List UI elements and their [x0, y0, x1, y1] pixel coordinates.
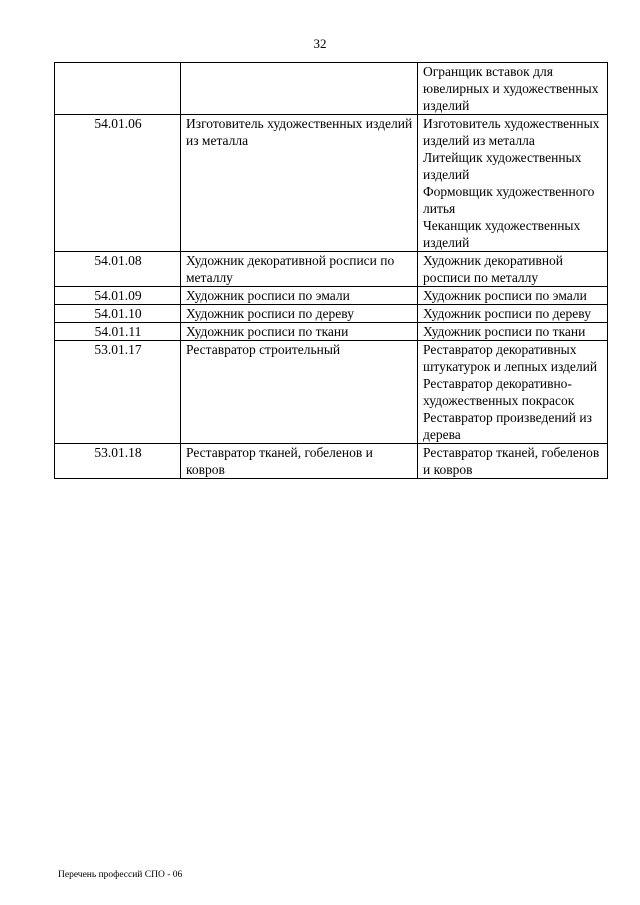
profession-code-cell: 53.01.17 [55, 341, 181, 444]
qualification-item: Литейщик художественных изделий [423, 150, 582, 182]
table-row [55, 252, 608, 287]
page-footer: Перечень профессий СПО - 06 [58, 870, 183, 880]
qualifications-cell [418, 341, 608, 444]
qualifications-cell [418, 252, 608, 287]
profession-code-cell: 54.01.10 [55, 305, 181, 323]
profession-name-cell [181, 63, 418, 115]
professions-table [54, 62, 608, 479]
page-number: 32 [313, 36, 327, 51]
profession-name-cell: Художник росписи по эмали [181, 287, 418, 305]
table-row [55, 323, 608, 341]
qualification-item: Реставратор тканей, гобеленов и ковров [423, 445, 600, 477]
profession-code-cell: 54.01.11 [55, 323, 181, 341]
qualification-item: Огранщик вставок для ювелирных и художественных изделий [423, 64, 599, 113]
table-row [55, 305, 608, 323]
table-row [55, 287, 608, 305]
qualification-item: Формовщик художественного литья [423, 184, 595, 216]
qualifications-cell [418, 444, 608, 479]
profession-name-cell: Реставратор строительный [181, 341, 418, 444]
qualifications-cell [418, 323, 608, 341]
table-row [55, 444, 608, 479]
qualification-item: Реставратор произведений из дерева [423, 410, 592, 442]
qualifications-cell [418, 305, 608, 323]
qualifications-cell [418, 63, 608, 115]
qualification-item: Реставратор декоративных штукатурок и лепных изделий [423, 342, 598, 374]
profession-name-cell: Художник росписи по дереву [181, 305, 418, 323]
qualification-item: Изготовитель художественных изделий из металла [423, 116, 600, 148]
table-row [55, 63, 608, 115]
profession-name-cell: Изготовитель художественных изделий из металла [181, 115, 418, 252]
profession-code-cell [55, 63, 181, 115]
qualification-item: Художник росписи по ткани [423, 324, 586, 339]
profession-code-cell: 53.01.18 [55, 444, 181, 479]
profession-code-cell: 54.01.08 [55, 252, 181, 287]
profession-name-cell: Художник декоративной росписи по металлу [181, 252, 418, 287]
qualification-item: Реставратор декоративно-художественных покрасок [423, 376, 575, 408]
qualification-item: Художник росписи по дереву [423, 306, 591, 321]
qualifications-cell [418, 287, 608, 305]
qualification-item: Чеканщик художественных изделий [423, 218, 581, 250]
profession-code-cell: 54.01.06 [55, 115, 181, 252]
qualifications-cell [418, 115, 608, 252]
table-row [55, 115, 608, 252]
profession-code-cell: 54.01.09 [55, 287, 181, 305]
profession-name-cell: Реставратор тканей, гобеленов и ковров [181, 444, 418, 479]
qualification-item: Художник росписи по эмали [423, 288, 587, 303]
profession-name-cell: Художник росписи по ткани [181, 323, 418, 341]
table-row [55, 341, 608, 444]
qualification-item: Художник декоративной росписи по металлу [423, 253, 564, 285]
